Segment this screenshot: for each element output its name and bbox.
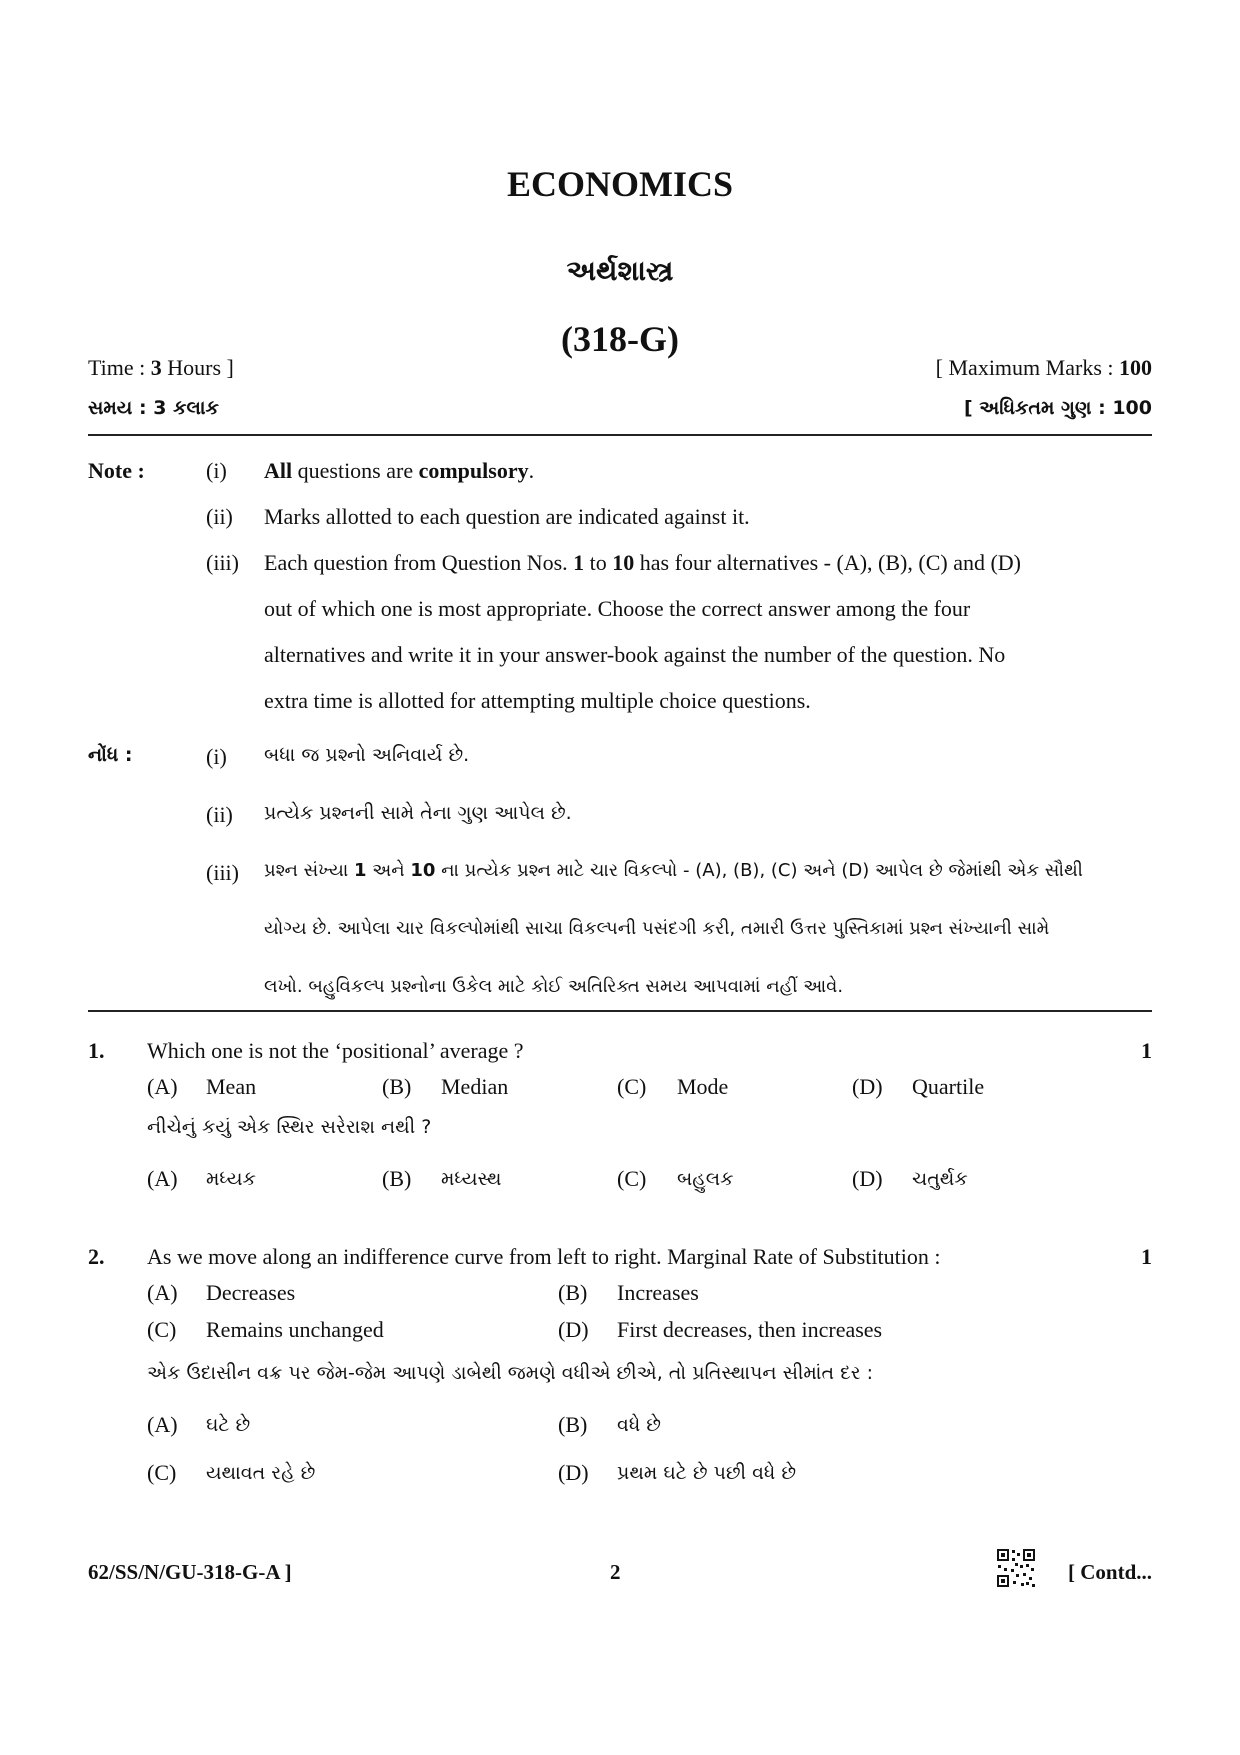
option-label: (D): [852, 1074, 883, 1099]
option-text-gujarati: મધ્યસ્થ: [441, 1168, 502, 1190]
option-label: (B): [382, 1074, 412, 1099]
option-text: Remains unchanged: [206, 1317, 384, 1342]
option-text: Median: [441, 1074, 509, 1099]
page-number: 2: [610, 1560, 621, 1584]
note-item-3-line-4: extra time is allotted for attempting multiple choice questions.: [264, 688, 811, 713]
note-num: (i): [206, 744, 227, 769]
paper-title: ECONOMICS: [506, 164, 734, 204]
option-label: (A): [147, 1280, 178, 1305]
question-number: 1.: [88, 1038, 105, 1063]
option-text: Increases: [617, 1280, 699, 1305]
note-item-3-line-2: out of which one is most appropriate. Choose the correct answer among the four: [264, 596, 971, 621]
option-label: (D): [852, 1166, 883, 1191]
option-label: (B): [558, 1412, 588, 1437]
option-label: (D): [558, 1317, 589, 1342]
option-text-gujarati: ઘટે છે: [206, 1414, 251, 1436]
option-label: (C): [147, 1317, 177, 1342]
option-label: (A): [147, 1074, 178, 1099]
option-label: (A): [147, 1412, 178, 1437]
note-item-3-line-3: alternatives and write it in your answer-book against the number of the question. No: [264, 642, 1006, 667]
option-text-gujarati: યથાવત રહે છે: [206, 1462, 316, 1484]
qr-code-icon: [996, 1548, 1036, 1588]
option-label: (C): [617, 1166, 647, 1191]
note-label: Note :: [88, 458, 145, 483]
max-marks-gujarati: [ અધિકતમ ગુણ : 100: [963, 397, 1152, 419]
question-marks: 1: [1141, 1244, 1152, 1269]
option-text: Decreases: [206, 1280, 296, 1305]
note-num: (i): [206, 458, 227, 483]
option-text-gujarati: બહુલક: [677, 1168, 734, 1190]
option-text: Quartile: [912, 1074, 985, 1099]
question-text: As we move along an indifference curve from left to right. Marginal Rate of Substitution :: [147, 1244, 941, 1269]
continued-label: [ Contd...: [1067, 1560, 1152, 1584]
question-marks: 1: [1141, 1038, 1152, 1063]
option-text-gujarati: પ્રથમ ઘટે છે પછી વધે છે: [617, 1462, 797, 1484]
note-gu-item-3-line-2: યોગ્ય છે. આપેલા ચાર વિકલ્પોમાંથી સાચા વિકલ્પની પસંદગી કરી, તમારી ઉત્તર પુસ્તિકામાં પ્રશ્ન સંખ્યાની સામે: [264, 918, 1050, 939]
paper-title-gujarati: અર્થશાસ્ત્ર: [566, 254, 674, 287]
paper-code: 62/SS/N/GU-318-G-A ]: [88, 1560, 292, 1584]
header-divider: [88, 434, 1152, 436]
max-marks-english: [ Maximum Marks : 100: [935, 355, 1152, 380]
note-item-1: All questions are compulsory.: [264, 458, 535, 483]
note-gu-item-3-line-3: લખો. બહુવિકલ્પ પ્રશ્નોના ઉકેલ માટે કોઈ અતિરિક્ત સમય આપવામાં નહીં આવે.: [264, 976, 844, 997]
time-english: Time : 3 Hours ]: [88, 355, 234, 380]
option-label: (B): [382, 1166, 412, 1191]
question-text-gujarati: નીચેનું કયું એક સ્થિર સરેરાશ નથી ?: [147, 1116, 432, 1138]
option-label: (C): [147, 1460, 177, 1485]
question-text-gujarati: એક ઉદાસીન વક્ર પર જેમ-જેમ આપણે ડાબેથી જમણે વધીએ છીએ, તો પ્રતિસ્થાપન સીમાંત દર :: [147, 1362, 873, 1384]
option-text: Mean: [206, 1074, 257, 1099]
note-num: (iii): [206, 860, 239, 885]
option-text: First decreases, then increases: [617, 1317, 883, 1342]
option-label: (B): [558, 1280, 588, 1305]
note-num: (ii): [206, 802, 233, 827]
note-num: (ii): [206, 504, 233, 529]
note-gu-item-2: પ્રત્યેક પ્રશ્નની સામે તેના ગુણ આપેલ છે.: [264, 802, 572, 824]
question-text: Which one is not the ‘positional’ average ?: [147, 1038, 524, 1063]
option-text-gujarati: વધે છે: [617, 1414, 661, 1436]
time-gujarati: સમય : 3 કલાક: [88, 397, 219, 419]
option-label: (A): [147, 1166, 178, 1191]
note-label-gujarati: નોંધ :: [88, 744, 133, 766]
option-text: Mode: [677, 1074, 729, 1099]
note-num: (iii): [206, 550, 239, 575]
option-label: (D): [558, 1460, 589, 1485]
note-gu-item-3-line-1: પ્રશ્ન સંખ્યા 1 અને 10 ના પ્રત્યેક પ્રશ્ન માટે ચાર વિકલ્પો - (A), (B), (C) અને (D) આપેલ છે જેમાંથી એક સૌથી: [264, 860, 1083, 881]
note-gu-item-1: બધા જ પ્રશ્નો અનિવાર્ય છે.: [264, 744, 470, 766]
note-item-2: Marks allotted to each question are indicated against it.: [264, 504, 750, 529]
option-label: (C): [617, 1074, 647, 1099]
notes-divider: [88, 1010, 1152, 1012]
note-item-3-line-1: Each question from Question Nos. 1 to 10 has four alternatives - (A), (B), (C) and (D): [264, 550, 1021, 575]
question-number: 2.: [88, 1244, 105, 1269]
subject-code: (318-G): [561, 319, 679, 359]
option-text-gujarati: ચતુર્થક: [912, 1168, 968, 1190]
option-text-gujarati: મધ્યક: [206, 1168, 256, 1190]
